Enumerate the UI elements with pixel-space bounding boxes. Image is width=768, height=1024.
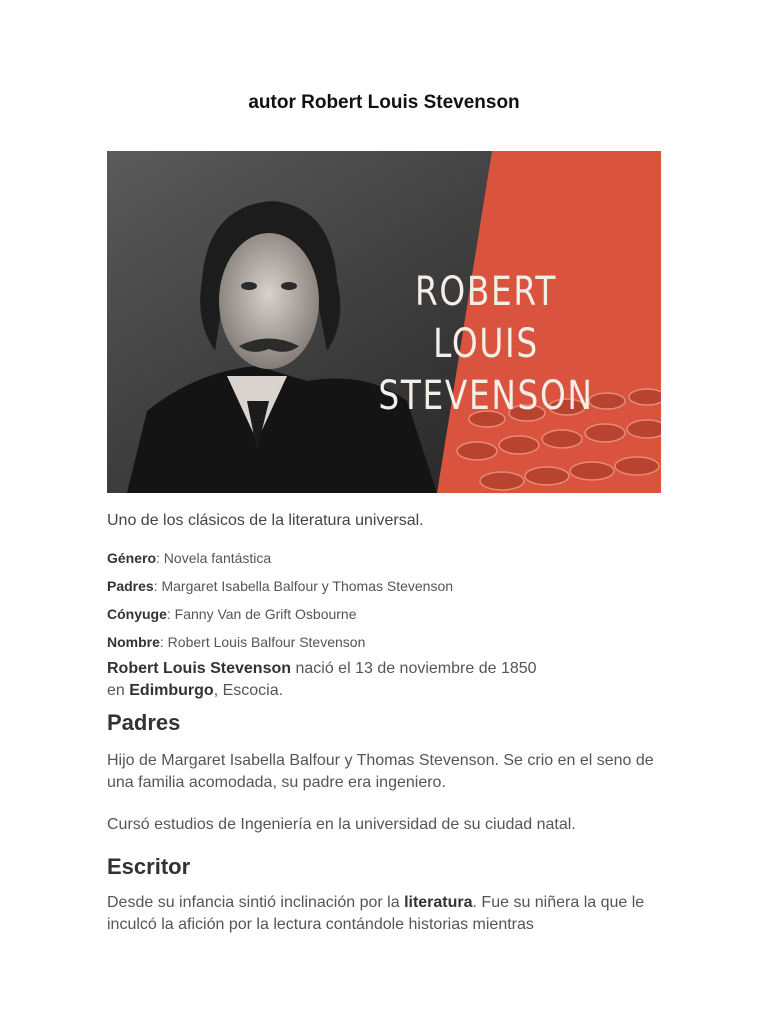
fact-value: : Margaret Isabella Balfour y Thomas Stevenson: [153, 578, 454, 594]
hero-line-1: ROBERT LOUIS: [414, 269, 558, 367]
heading-escritor: Escritor: [107, 854, 191, 879]
padres-paragraph-2: Cursó estudios de Ingeniería en la universidad de su ciudad natal.: [107, 816, 576, 833]
escritor-text-c: . Fue su niñera la que le inculcó la afición por la lectura contándole historias mientras: [107, 894, 645, 933]
lead-text: Uno de los clásicos de la literatura universal.: [107, 512, 424, 529]
hero-image: [107, 151, 661, 493]
padres-paragraph-1: Hijo de Margaret Isabella Balfour y Thomas Stevenson. Se crio en el seno de una familia acomodada, su padre era ingeniero.: [107, 752, 654, 791]
birth-paragraph: [107, 658, 667, 702]
fact-value: : Robert Louis Balfour Stevenson: [159, 634, 366, 650]
fact-label: Género: [107, 550, 157, 566]
page-title: autor Robert Louis Stevenson: [248, 92, 520, 113]
fact-parents: [107, 572, 667, 600]
fact-name: [107, 628, 667, 656]
fact-value: : Fanny Van de Grift Osbourne: [166, 606, 357, 622]
heading-padres: Padres: [107, 710, 181, 735]
hero-line-2: STEVENSON: [378, 373, 594, 419]
birth-text-1: nació el 13 de noviembre de 1850: [291, 660, 537, 677]
hero-title: [367, 266, 605, 422]
birth-name: Robert Louis Stevenson: [107, 660, 292, 677]
birth-text-2: en: [107, 682, 130, 699]
fact-genre: [107, 544, 667, 572]
fact-label: Padres: [107, 578, 154, 594]
article-body: [107, 508, 667, 936]
birth-city: Edimburgo: [129, 682, 214, 699]
fact-label: Cónyuge: [107, 606, 167, 622]
birth-text-3: , Escocia.: [213, 682, 284, 699]
escritor-paragraph-1: [107, 892, 667, 936]
fact-label: Nombre: [107, 634, 160, 650]
escritor-literatura: literatura: [404, 894, 473, 911]
escritor-text-a: Desde su infancia sintió inclinación por la: [107, 894, 405, 911]
fact-value: : Novela fantástica: [156, 550, 272, 566]
fact-spouse: [107, 600, 667, 628]
